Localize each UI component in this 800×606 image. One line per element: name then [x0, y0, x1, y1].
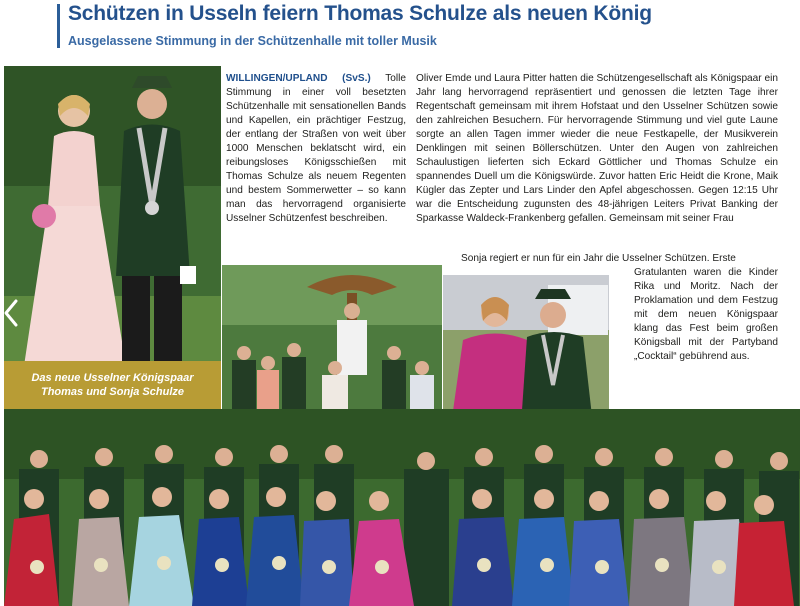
column-2-tail-text: Sonja regiert er nun für ein Jahr die Usselner Schützen. Erste	[461, 253, 736, 264]
text-column-3	[634, 266, 778, 364]
photo-royal-couple	[4, 66, 221, 366]
column-3-text: Gratulanten waren die Kinder Rika und Moritz. Nach der Proklamation und dem Festzug mit dem neuen Königspaar klang das Fest beim großen Königsball mit der Partyband „Cocktail“ gebührend aus.	[634, 267, 778, 363]
text-column-2-tail	[461, 252, 778, 266]
article-lead: WILLINGEN/UPLAND (SvS.)	[226, 73, 371, 84]
photo-couple-closeup	[443, 275, 609, 425]
column-2-text: Oliver Emde und Laura Pitter hatten die Schützengesellschaft als Königspaar ein Jahr lang hervorragend repräsentiert und genossen die letzten Tage ihrer Regentschaft gemeinsam mit ihrem Hofstaat und den Usselner Schützen sowie den zahlreichen Besuchern. Für hervorragende Stimmung und viel gute Laune sorgte an allen Tagen immer wieder die neue Festkapelle, der Musikverein Denklingen mit seinen Böllerschützen. Unter den Augen von zahlreichen Schaulustigen lieferten sich Eckard Göttlicher und Thomas Schulze ein spannendes Duell um die Königswürde. Zuvor hatten Eric Heidt die Krone, Maik Kügler das Zepter und Lars Linder den Apfel abgeschossen. Gegen 12:15 Uhr war die Entscheidung zugunsten des 48-jährigen Leiters Privat Banking der Sparkasse Waldeck-Frankenberg gefallen. Gemeinsam mit seiner Frau	[416, 73, 778, 225]
title-accent-bar	[57, 4, 60, 48]
caption-line-2: Thomas und Sonja Schulze	[40, 386, 185, 398]
photo-group-royal-court	[4, 409, 800, 606]
caption-line-1: Das neue Usselner Königspaar	[31, 372, 194, 384]
chevron-left-icon[interactable]	[2, 298, 20, 328]
article-subtitle: Ausgelassene Stimmung in der Schützenhalle mit toller Musik	[68, 34, 437, 48]
article-title: Schützen in Usseln feiern Thomas Schulze als neuen König	[68, 2, 652, 25]
column-1-text: Tolle Stimmung in einer voll besetzten Schützenhalle mit sensationellen Bands und Kapellen, ein prächtiger Festzug, der entlang der Straßen von weit über 1000 Menschen beklatscht wird, ein reibungsloses Königsschießen mit Thomas Schulze als neuem Regenten und bestem Sommerwetter – so kann man das hervorragend organisierte Usselner Schützenfest beschreiben.	[226, 73, 407, 225]
photo-marksmen-eagle	[222, 265, 442, 430]
text-column-2	[416, 72, 778, 227]
text-column-1	[226, 72, 406, 227]
photo-caption	[4, 361, 221, 411]
